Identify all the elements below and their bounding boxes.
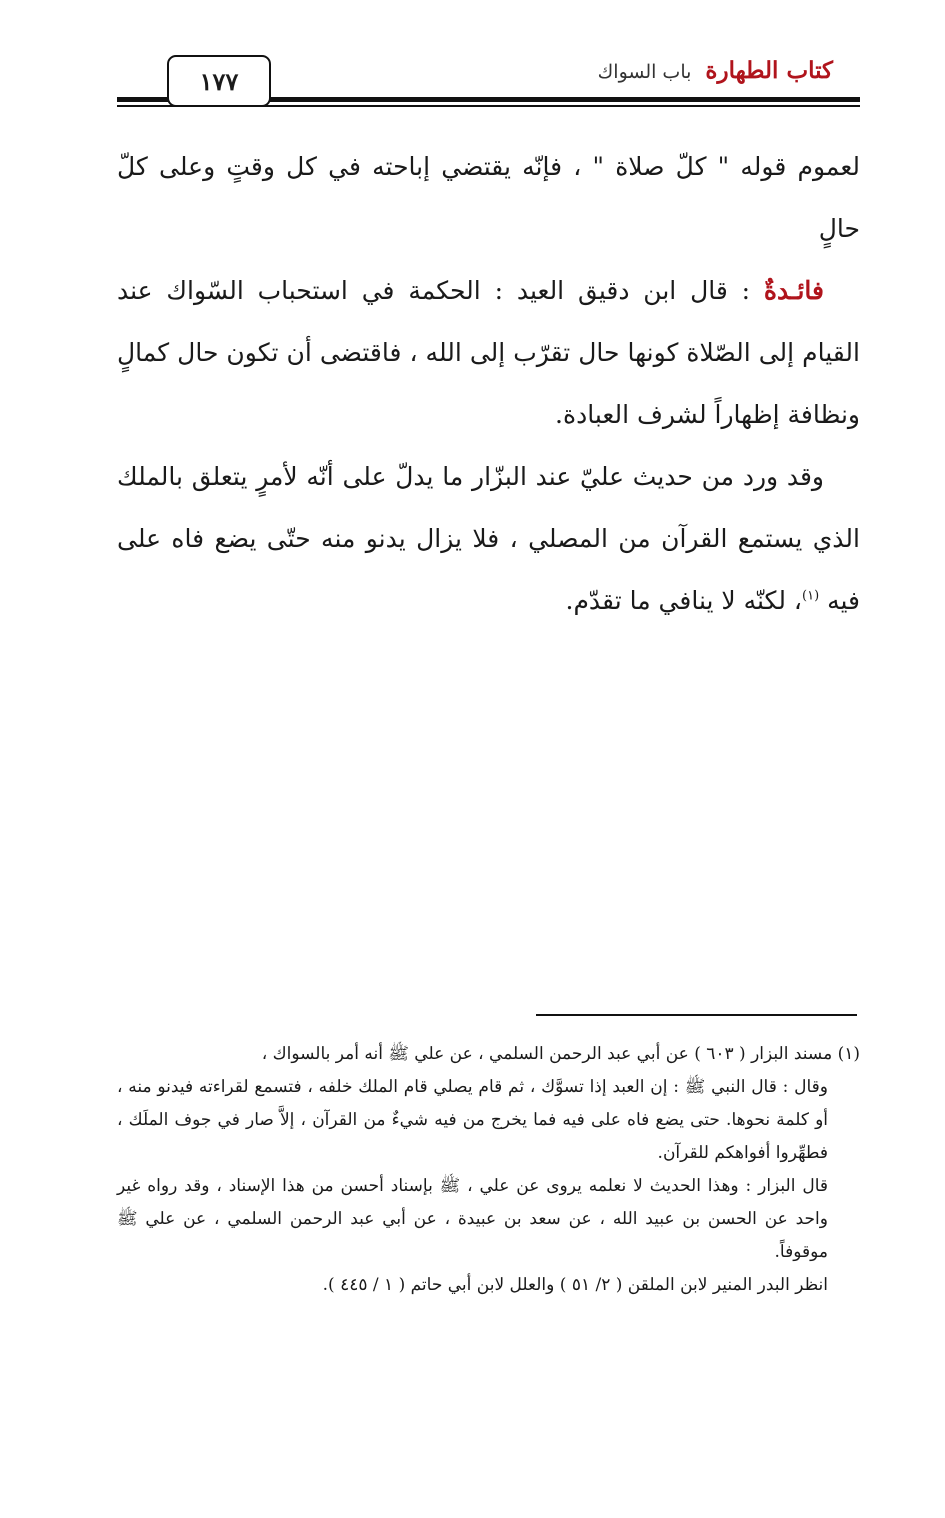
footnote-1-bazzar: قال البزار : وهذا الحديث لا نعلمه يروى عن علي ، ﷺ بإسناد أحسن من هذا الإسناد ، وقد رواه غير واحد عن الحسن بن عبيد الله ، عن سعد بن عبيدة ، عن أبي عبد الرحمن السلمي ، عن علي ﷺ موقوفاً.	[117, 1176, 828, 1262]
running-title	[598, 56, 833, 87]
paragraph-3-tail: ، لكنّه لا ينافي ما تقدّم.	[565, 586, 802, 615]
main-text	[117, 136, 860, 632]
footnote-1-first: (١) مسند البزار ( ٦٠٣ ) عن أبي عبد الرحمن السلمي ، عن علي ﷺ أنه أمر بالسواك ،	[261, 1044, 860, 1064]
book-title: كتاب الطهارة	[705, 57, 833, 84]
paragraph-2	[117, 260, 860, 446]
paragraph-3	[117, 446, 860, 632]
footnote-1-continued: وقال : قال النبي ﷺ : إن العبد إذا تسوَّك ، ثم قام يصلي قام الملك خلفه ، فتسمع لقراءته فيدنو منه ، أو كلمة نحوها. حتى يضع فاه على فيه فما يخرج من فيه شيءٌ من القرآن ، إلاَّ صار في جوف الملَك ، فطهِّروا أفواهكم للقرآن.	[117, 1077, 828, 1163]
benefit-label: فائـدةٌ	[763, 276, 824, 305]
paragraph-2-text: : قال ابن دقيق العيد : الحكمة في استحباب السّواك عند القيام إلى الصّلاة كونها حال تقرّب إلى الله ، فاقتضى أن تكون حال كمالٍ ونظافة إظهاراً لشرف العبادة.	[117, 276, 860, 429]
footnote-reference: (١)	[802, 588, 820, 604]
paragraph-3-text: وقد ورد من حديث عليّ عند البزّار ما يدلّ على أنّه لأمرٍ يتعلق بالملك الذي يستمع القرآن من المصلي ، فلا يزال يدنو منه حتّى يضع فاه على فيه	[117, 462, 860, 615]
footnote-1-sources: انظر البدر المنير لابن الملقن ( ٢/ ٥١ ) والعلل لابن أبي حاتم ( ١ / ٤٤٥ ).	[322, 1275, 828, 1295]
page-header	[0, 0, 945, 120]
footnotes	[117, 1038, 860, 1302]
footnote-separator	[536, 1014, 857, 1016]
chapter-title: باب السواك	[597, 61, 692, 83]
paragraph-1: لعموم قوله " كلّ صلاة " ، فإنّه يقتضي إباحته في كل وقتٍ وعلى كلّ حالٍ	[117, 152, 860, 243]
page-number: ١٧٧	[167, 55, 271, 107]
